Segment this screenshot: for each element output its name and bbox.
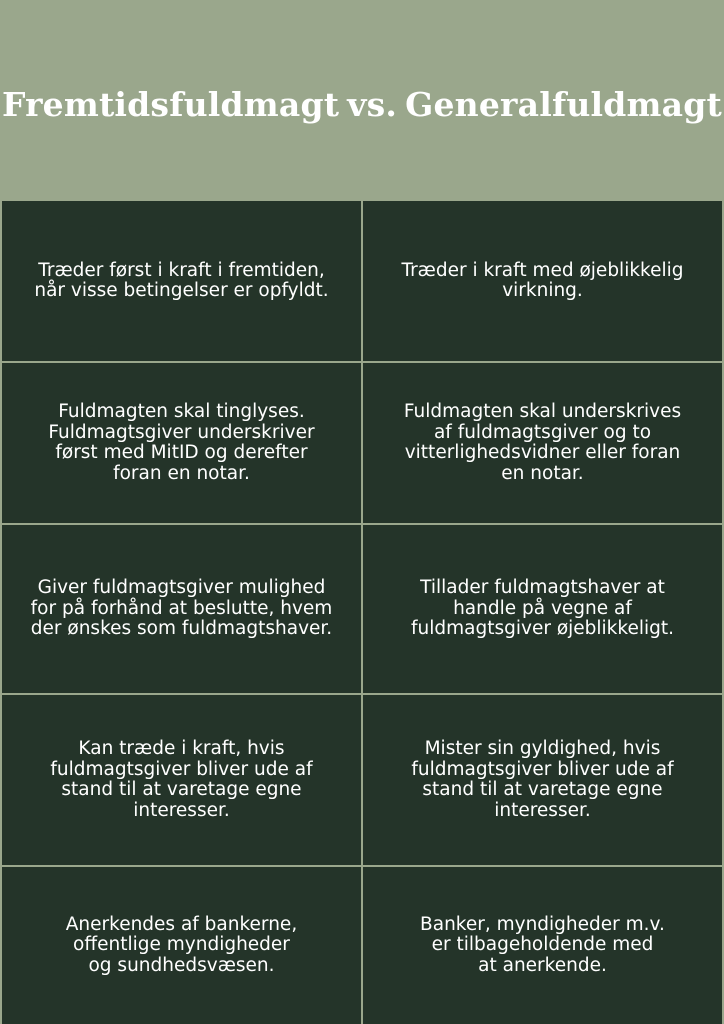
row-2-left-cell (2, 363, 361, 523)
header-band (0, 0, 724, 200)
title-left: Fremtidsfuldmagt (2, 84, 340, 124)
row-1-left-text: Træder først i kraft i fremtiden, når visse betingelser er opfyldt. (34, 259, 329, 301)
comparison-table (2, 201, 722, 1024)
row-4-right-cell (363, 695, 722, 865)
page-title (2, 77, 722, 124)
row-5-right-cell (363, 867, 722, 1024)
row-5-right-text: Banker, myndigheder m.v. er tilbageholdende med at anerkende. (420, 913, 665, 976)
title-right: Generalfuldmagt (405, 84, 722, 124)
row-4-left-cell (2, 695, 361, 865)
row-2-left-text: Fuldmagten skal tinglyses. Fuldmagtsgiver underskriver først med MitID og derefter foran en notar. (48, 401, 315, 484)
row-3-left-text: Giver fuldmagtsgiver mulighed for på forhånd at beslutte, hvem der ønskes som fuldmagtshaver. (30, 577, 333, 640)
row-2-right-text: Fuldmagten skal underskrives af fuldmagtsgiver og to vitterlighedsvidner eller foran en notar. (403, 401, 682, 484)
title-vs: vs. (347, 84, 398, 124)
row-1-right-cell (363, 201, 722, 361)
row-4-right-text: Mister sin gyldighed, hvis fuldmagtsgiver bliver ude af stand til at varetage egne interesser. (411, 738, 674, 821)
row-2-right-cell (363, 363, 722, 523)
row-1-left-cell (2, 201, 361, 361)
row-3-right-cell (363, 525, 722, 693)
row-3-left-cell (2, 525, 361, 693)
row-1-right-text: Træder i kraft med øjeblikkelig virkning. (401, 259, 684, 301)
row-5-left-cell (2, 867, 361, 1024)
row-4-left-text: Kan træde i kraft, hvis fuldmagtsgiver bliver ude af stand til at varetage egne interesser. (50, 738, 313, 821)
row-3-right-text: Tillader fuldmagtshaver at handle på vegne af fuldmagtsgiver øjeblikkeligt. (411, 577, 674, 640)
row-5-left-text: Anerkendes af bankerne, offentlige myndigheder og sundhedsvæsen. (65, 913, 298, 976)
